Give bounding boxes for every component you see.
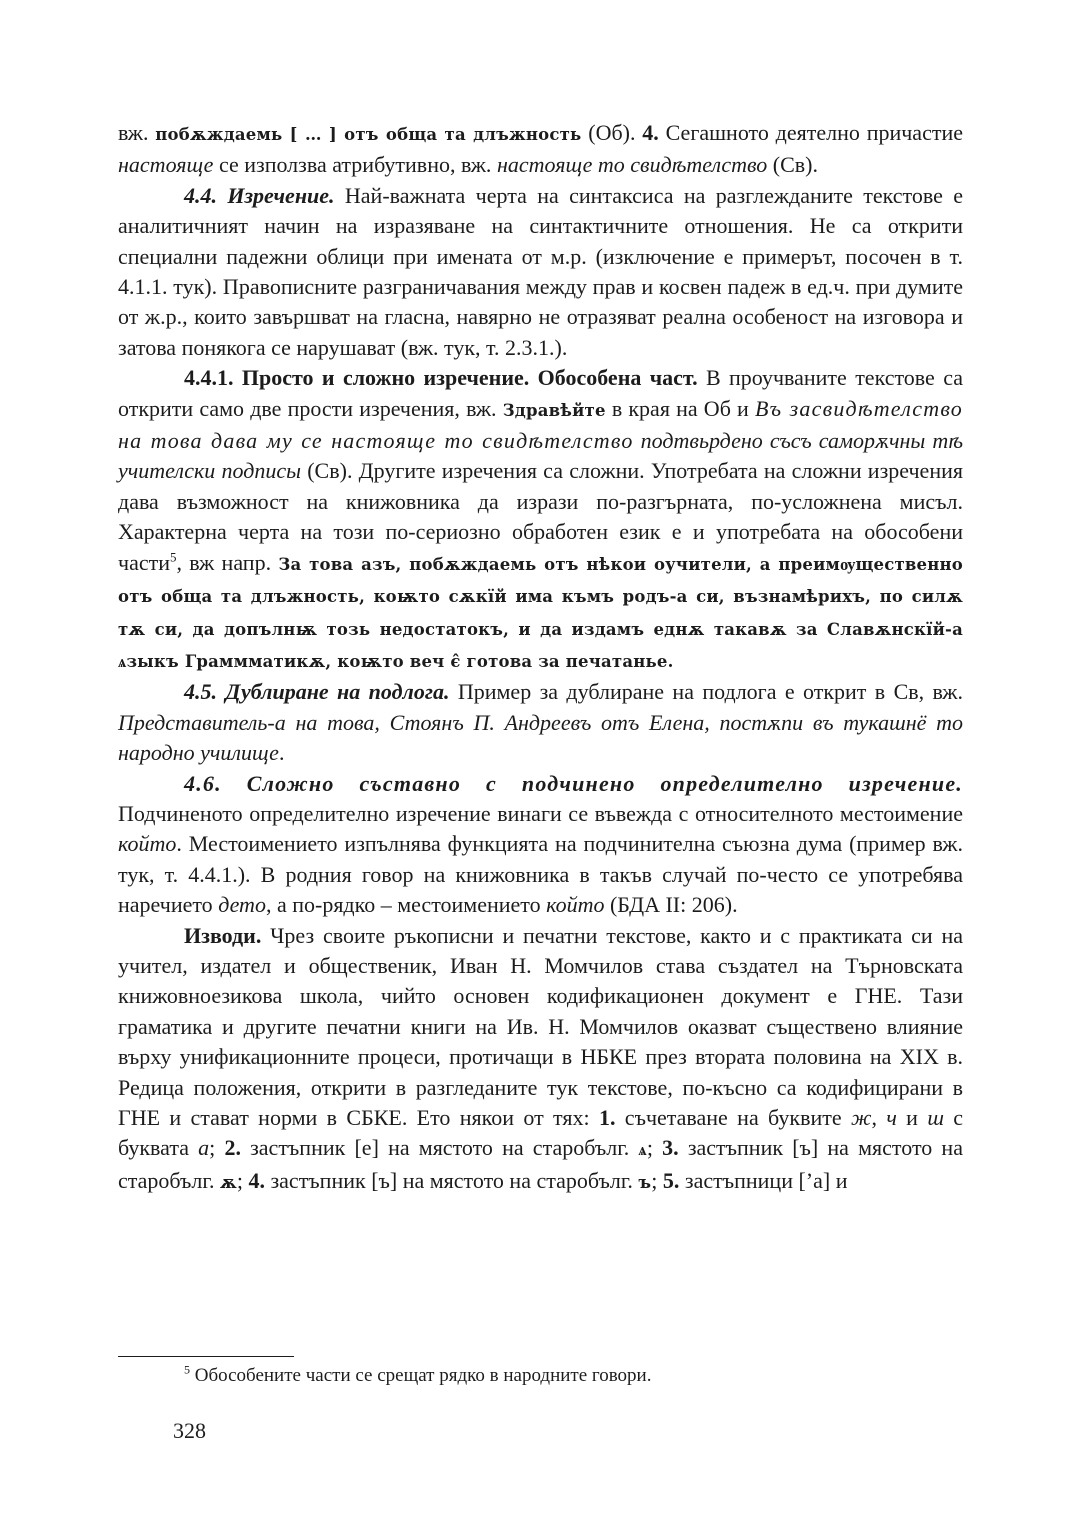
list-number: 4. <box>248 1167 265 1193</box>
section-heading: 4.5. Дублиране на подлога. <box>184 679 450 705</box>
footnote-text: Обособените части се срещат рядко в народните говори. <box>190 1365 652 1386</box>
old-bulgarian-quote: Здравѣйте <box>502 400 606 420</box>
text: застъпници [’а] и <box>679 1167 848 1193</box>
text: застъпник [е] на мястото на старобълг. <box>240 1135 639 1161</box>
section-4-4 <box>118 181 963 363</box>
example-word: настояще <box>118 152 214 178</box>
text: , <box>871 1105 887 1130</box>
example-letter: а <box>198 1135 210 1161</box>
section-heading: Изводи. <box>184 922 262 948</box>
list-number: 1. <box>598 1105 616 1130</box>
text: . <box>278 740 285 766</box>
text: и <box>896 1105 928 1130</box>
text: вж. <box>118 120 156 145</box>
text: Сегашното деятелно причастие <box>658 120 963 145</box>
text: (Об). <box>581 120 643 145</box>
text: Пример за дублиране на подлога е открит в Св, вж. <box>449 679 963 705</box>
text: (БДА II: 206). <box>604 892 738 918</box>
example-word: който <box>546 892 605 918</box>
text: , вж напр. <box>176 549 279 575</box>
old-letter: ъ <box>638 1172 652 1192</box>
text: с буквата <box>118 1105 964 1161</box>
space <box>634 428 641 453</box>
text: (Св). <box>767 152 818 178</box>
section-heading: 4.6. Сложно съставно с подчинено определително изречение. <box>184 770 963 796</box>
old-bulgarian-quote: побѫждаемь [ … ] отъ обща та длъжность <box>155 125 582 144</box>
text: . Местоимението изпълнява функцията на подчинителна съюзна дума (пример вж. тук, т. 4.4.1.). В родния говор на книжовника в такъв случай по-често се употребява наречието <box>118 831 963 918</box>
text: застъпник [ъ] на мястото на старобълг. <box>118 1135 963 1193</box>
text: (Св). Другите изречения са сложни. Употребата на сложни изречения дава възможност на книжовника да изрази по-разгърната, по-усложнена мисъл. Характерна черта на този по-сериозно обработен език е и употребата на обособени части <box>118 458 963 575</box>
example-letter: ж <box>851 1105 872 1130</box>
section-conclusions <box>118 921 963 1199</box>
example-phrase: Въ засвидѣтелство на това дава му се настояще то свидѣтелство <box>118 395 963 454</box>
section-text: Най-важната черта на синтаксиса на разглежданите текстове е аналитичният начин на изразяване на синтактичните отношения. Не са открити специални падежни облици при имената от м.р. (изключение е примерът, посочен в т. 4.1.1. тук). Правописните разграничавания между прав и косвен падеж в ед.ч. при думите от ж.р., които завършват на гласна, навярно не отразяват реална особеност на изговора и затова понякога се нарушават (вж. тук, т. 2.3.1.). <box>118 182 963 360</box>
text: ; <box>236 1167 249 1193</box>
list-number: 3. <box>662 1135 679 1161</box>
old-bulgarian-quote-block: За това азъ, побѫждаемь отъ нѣкои оучители, а преимѹщественно отъ обща та длъжность, коѭто сѫкїй има къмъ родъ-а си, възнамѣрихъ, по силѫ тѫ си, да допълнѭ тозь недостатокъ, и да издамъ еднѫ такавѫ за Славѫнскїй-а ѧзыкъ Граммматикѫ, коѭто веч є̂ готова за печатанье. <box>118 554 963 671</box>
page-number: 328 <box>173 1418 206 1443</box>
list-number: 4. <box>642 120 659 145</box>
footnote <box>184 1363 964 1389</box>
text: ; <box>651 1167 663 1193</box>
text: В проучваните текстове са открити само две прости изречения, вж. <box>118 365 963 421</box>
old-letter: ѧ <box>638 1140 647 1160</box>
text: застъпник [ъ] на мястото на старобълг. <box>264 1167 639 1193</box>
section-heading: 4.4. Изречение. <box>184 182 335 208</box>
text: съчетаване на буквите <box>615 1105 851 1130</box>
text: Подчиненото определително изречение винаги се въвежда с относителното местоимение <box>118 800 963 826</box>
footnote-number: 5 <box>184 1362 190 1377</box>
section-4-6 <box>118 769 963 921</box>
example-letter: ш <box>927 1105 944 1130</box>
footnote-reference[interactable]: 5 <box>169 549 177 565</box>
text: ; <box>646 1135 663 1161</box>
old-letter: ѫ <box>219 1172 237 1192</box>
text: Чрез своите ръкописни и печатни текстове, както и с практиката си на учител, издател и общественик, Иван Н. Момчилов става създател на Търновската книжовноезикова школа, чийто основен кодификационен документ е ГНЕ. Тази граматика и другите печатни книги на Ив. Н. Момчилов оказват съществено влияние върху унификационните процеси, протичащи в НБКЕ през втората половина на XIX в. Редица положения, открити в разгледаните тук текстове, по-късно са кодифицирани в ГНЕ и стават норми в СБКЕ. Ето някои от тях: <box>118 922 963 1130</box>
example-phrase: Представитель-а на това, Стоянъ П. Андреевъ отъ Елена, постѫпи въ тукашнё то народно училище <box>118 709 963 766</box>
section-4-5 <box>118 677 963 768</box>
paragraph-participle <box>118 118 963 181</box>
list-number: 5. <box>662 1167 680 1193</box>
example-letter: ч <box>886 1105 897 1130</box>
text: в края на Об и <box>605 395 755 421</box>
list-number: 2. <box>224 1135 241 1161</box>
section-4-4-1 <box>118 363 963 677</box>
example-word: дето <box>218 892 266 918</box>
example-phrase: подтвьрдено съсъ саморѫчны тѣ учителски подписы <box>118 428 963 484</box>
page-body <box>118 118 963 1198</box>
text: ; <box>209 1135 225 1161</box>
example-phrase: настояще то свидѣтелство <box>496 152 768 178</box>
text: се използва атрибутивно, вж. <box>213 152 497 178</box>
example-word: който <box>118 831 177 857</box>
text: , а по-рядко – местоимението <box>265 892 547 918</box>
section-heading: 4.4.1. Просто и сложно изречение. Обособена част. <box>184 365 698 391</box>
footnote-separator <box>118 1356 294 1357</box>
